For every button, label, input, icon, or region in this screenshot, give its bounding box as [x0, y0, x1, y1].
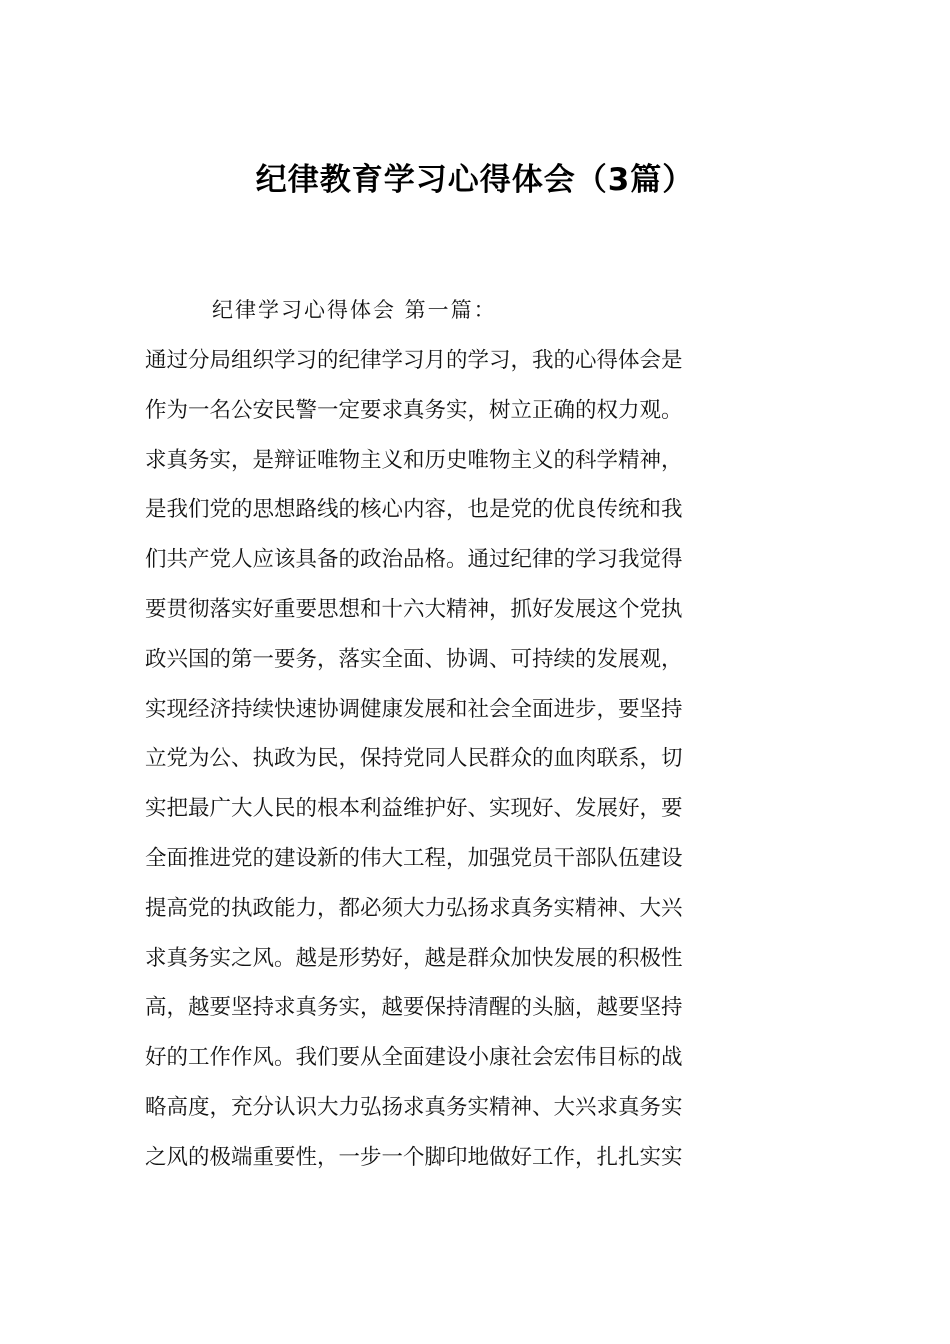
body-line: 实现经济持续快速协调健康发展和社会全面进步，要坚持 — [145, 696, 683, 722]
body-line: 要贯彻落实好重要思想和十六大精神，抓好发展这个党执 — [145, 596, 683, 622]
body-line: 是我们党的思想路线的核心内容，也是党的优良传统和我 — [145, 497, 683, 523]
body-line: 高，越要坚持求真务实，越要保持清醒的头脑，越要坚持 — [145, 995, 683, 1021]
body-line: 通过分局组织学习的纪律学习月的学习，我的心得体会是 — [145, 348, 683, 373]
body-line: 求真务实之风。越是形势好，越是群众加快发展的积极性 — [145, 945, 683, 971]
body-line: 政兴国的第一要务，落实全面、协调、可持续的发展观， — [145, 646, 683, 672]
body-line: 略高度，充分认识大力弘扬求真务实精神、大兴求真务实 — [145, 1094, 683, 1120]
body-line: 立党为公、执政为民，保持党同人民群众的血肉联系，切 — [145, 746, 683, 772]
body-text — [145, 341, 810, 1188]
section-heading: 纪律学习心得体会 第一篇： — [212, 298, 497, 322]
body-line: 们共产党人应该具备的政治品格。通过纪律的学习我觉得 — [145, 547, 683, 573]
body-line: 好的工作作风。我们要从全面建设小康社会宏伟目标的战 — [145, 1045, 683, 1071]
body-line: 之风的极端重要性，一步一个脚印地做好工作，扎扎实实 — [145, 1144, 683, 1170]
body-line: 提高党的执政能力，都必须大力弘扬求真务实精神、大兴 — [145, 895, 683, 921]
body-line: 全面推进党的建设新的伟大工程，加强党员干部队伍建设 — [145, 845, 683, 871]
body-line: 求真务实，是辩证唯物主义和历史唯物主义的科学精神， — [145, 447, 683, 473]
body-line: 作为一名公安民警一定要求真务实，树立正确的权力观。 — [145, 397, 683, 423]
body-line: 实把最广大人民的根本利益维护好、实现好、发展好，要 — [145, 796, 683, 822]
document-title: 纪律教育学习心得体会（3篇） — [255, 162, 695, 198]
